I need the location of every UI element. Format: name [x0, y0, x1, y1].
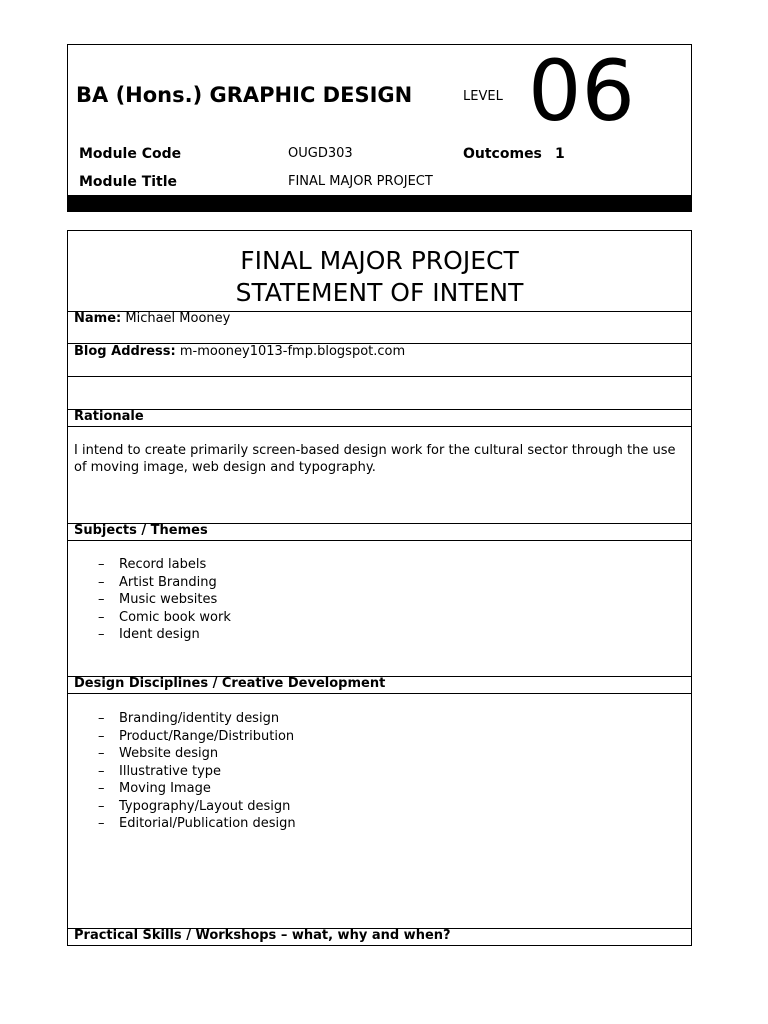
- dash-bullet: –: [98, 728, 105, 744]
- disciplines-label: Design Disciplines / Creative Development: [74, 676, 386, 691]
- name-value: Michael Mooney: [125, 311, 231, 326]
- list-item: [98, 780, 296, 798]
- list-item: [98, 609, 231, 627]
- list-item: [98, 556, 231, 574]
- list-item-text: Typography/Layout design: [119, 798, 291, 814]
- dash-bullet: –: [98, 763, 105, 779]
- module-code-label: Module Code: [79, 146, 182, 162]
- module-title-label: Module Title: [79, 174, 178, 190]
- list-item-text: Editorial/Publication design: [119, 816, 296, 831]
- name-label: Name:: [74, 311, 122, 326]
- list-item-text: Record labels: [119, 557, 207, 572]
- dash-bullet: –: [98, 627, 105, 642]
- list-item-text: Artist Branding: [119, 574, 217, 590]
- list-item-text: Moving Image: [119, 781, 211, 796]
- outcomes-label: Outcomes: [463, 146, 542, 162]
- dash-bullet: –: [98, 798, 105, 814]
- list-item: [98, 728, 296, 746]
- statement-form: [67, 230, 692, 946]
- dash-bullet: –: [98, 781, 105, 796]
- blog-value: m-mooney1013-fmp.blogspot.com: [179, 344, 406, 359]
- divider: [68, 409, 691, 410]
- list-item: [98, 745, 296, 763]
- level-label: LEVEL: [463, 89, 503, 104]
- rationale-label: Rationale: [74, 409, 144, 424]
- dash-bullet: –: [98, 746, 105, 761]
- divider: [68, 426, 691, 427]
- dash-bullet: –: [98, 816, 105, 831]
- course-title: BA (Hons.) GRAPHIC DESIGN: [76, 83, 413, 107]
- list-item-text: Product/Range/Distribution: [119, 728, 295, 744]
- form-title: [68, 245, 691, 309]
- divider: [68, 693, 691, 694]
- dash-bullet: –: [98, 592, 105, 607]
- list-item-text: Comic book work: [119, 609, 231, 625]
- subjects-list[interactable]: [98, 556, 231, 644]
- rationale-text[interactable]: I intend to create primarily screen-based design work for the cultural sector through the use of moving image, web design and typography.: [74, 443, 676, 475]
- module-header: [67, 44, 692, 212]
- list-item: [98, 710, 296, 728]
- list-item-text: Music websites: [119, 592, 218, 607]
- list-item-text: Website design: [119, 746, 219, 761]
- subjects-label: Subjects / Themes: [74, 523, 208, 538]
- list-item-text: Branding/identity design: [119, 711, 280, 726]
- form-title-line2: STATEMENT OF INTENT: [235, 278, 524, 307]
- blog-label: Blog Address:: [74, 344, 176, 359]
- module-title-value: FINAL MAJOR PROJECT: [288, 174, 433, 189]
- list-item: [98, 815, 296, 833]
- list-item: [98, 574, 231, 592]
- list-item: [98, 763, 296, 781]
- list-item: [98, 591, 231, 609]
- header-bar: [68, 195, 691, 211]
- skills-label: Practical Skills / Workshops – what, why and when?: [74, 928, 451, 943]
- outcomes-value: 1: [555, 146, 565, 162]
- list-item: [98, 798, 296, 816]
- dash-bullet: –: [98, 711, 105, 726]
- dash-bullet: –: [98, 557, 105, 572]
- divider: [68, 540, 691, 541]
- list-item: [98, 626, 231, 644]
- dash-bullet: –: [98, 574, 105, 590]
- blog-field[interactable]: [74, 344, 405, 359]
- list-item-text: Illustrative type: [119, 763, 222, 779]
- module-code-value: OUGD303: [288, 146, 353, 161]
- form-title-line1: FINAL MAJOR PROJECT: [240, 246, 519, 275]
- divider: [68, 376, 691, 377]
- level-number: 06: [528, 42, 635, 140]
- list-item-text: Ident design: [119, 627, 200, 642]
- disciplines-list[interactable]: [98, 710, 296, 833]
- name-field[interactable]: [74, 311, 230, 326]
- dash-bullet: –: [98, 609, 105, 625]
